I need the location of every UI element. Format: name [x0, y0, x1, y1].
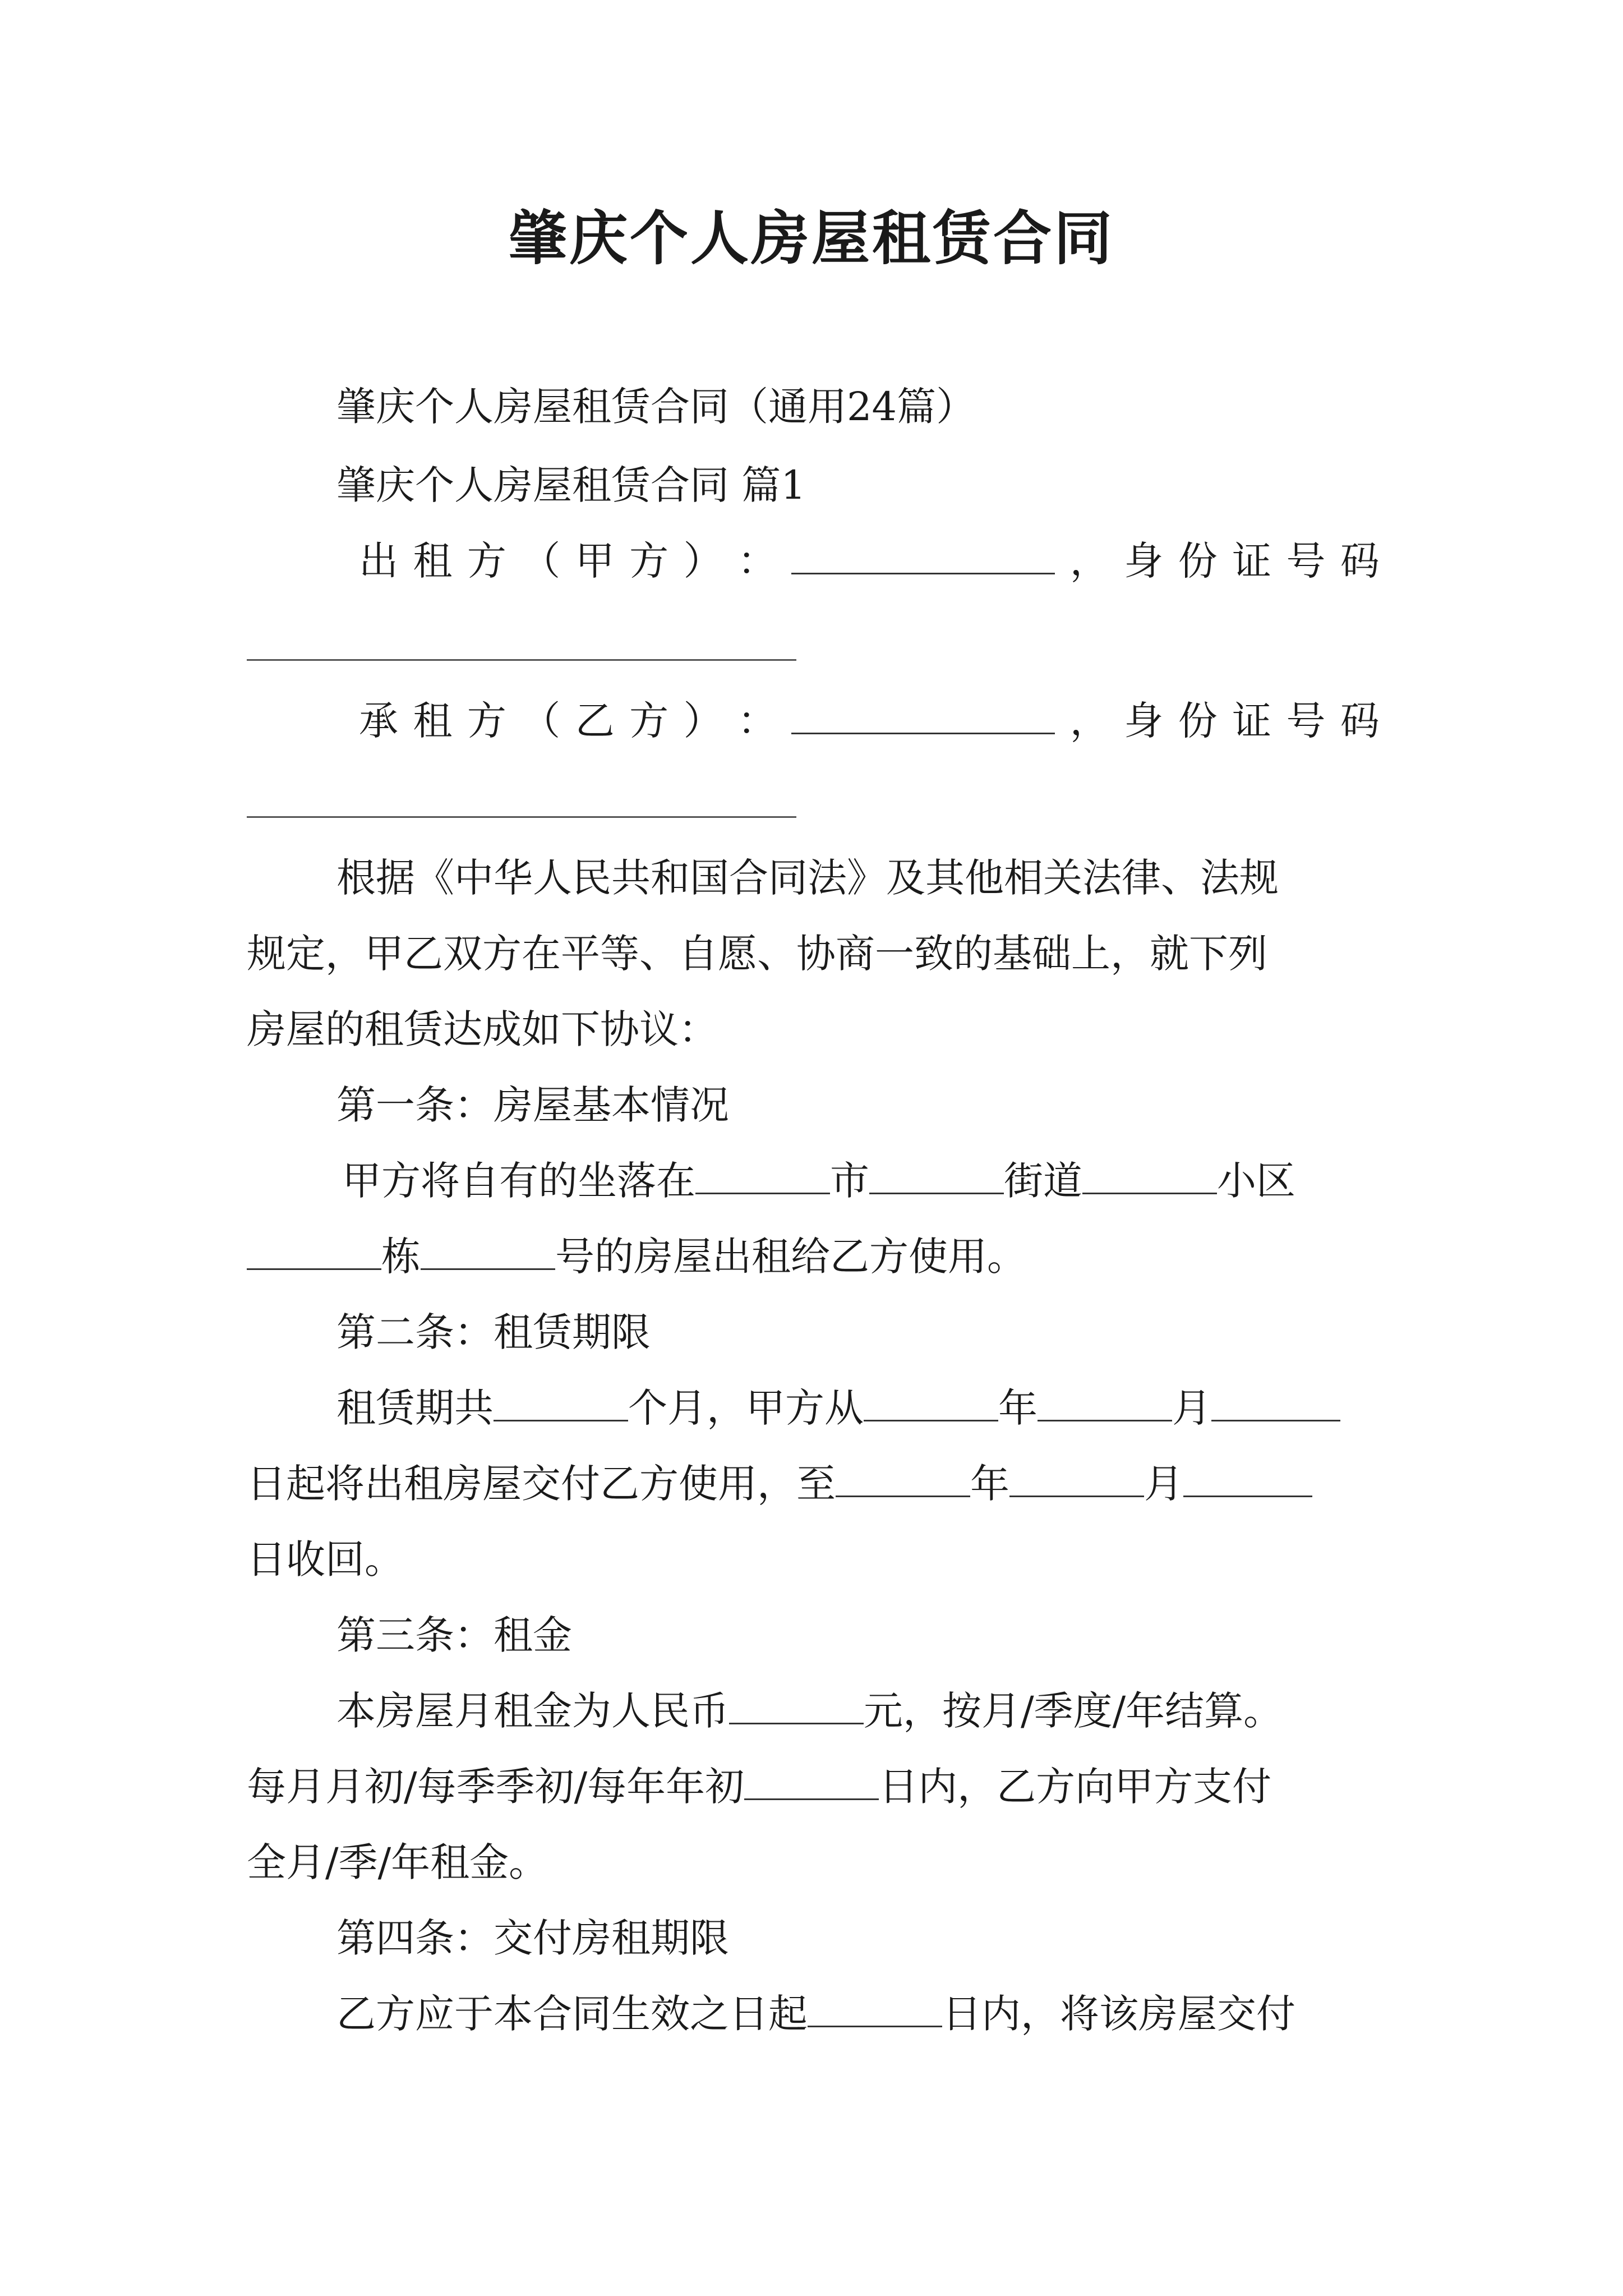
text-segment: 栋: [381, 1234, 421, 1280]
article-2-line-3: 日收回。: [247, 1536, 404, 1582]
lessee-char: 号: [1286, 698, 1326, 744]
text-segment: 年: [998, 1385, 1038, 1431]
end-month-blank[interactable]: [1009, 1462, 1144, 1497]
lessor-char: ，: [1069, 538, 1109, 584]
room-number-blank[interactable]: [421, 1235, 555, 1270]
text-segment: 市: [830, 1158, 869, 1204]
city-blank[interactable]: [695, 1159, 830, 1194]
text-segment: 每月月初/每季季初/每年年初: [247, 1764, 745, 1810]
text-segment: 个月，甲方从: [628, 1385, 864, 1431]
text-segment: 号的房屋出租给乙方使用。: [555, 1234, 1026, 1280]
lessor-char: ）: [683, 538, 723, 584]
lessee-char: 身: [1124, 698, 1164, 744]
article-3-line-1: [336, 1686, 1380, 1736]
intro-line-2: 规定，甲乙双方在平等、自愿、协商一致的基础上，就下列: [247, 931, 1267, 977]
lessor-char: 身: [1124, 538, 1164, 584]
payment-days-blank[interactable]: [744, 1765, 879, 1800]
text-segment: 日内，将该房屋交付: [942, 1991, 1295, 2037]
part-heading: 肇庆个人房屋租赁合同 篇1: [336, 462, 806, 508]
intro-line-1: 根据《中华人民共和国合同法》及其他相关法律、法规: [336, 855, 1279, 901]
lessor-line: [359, 536, 1380, 586]
lessee-char: 乙: [575, 698, 615, 744]
lessor-char: 甲: [575, 538, 615, 584]
article-2-line-2: [247, 1458, 1380, 1509]
text-segment: 街道: [1004, 1158, 1082, 1204]
lessee-char: ，: [1069, 698, 1109, 744]
intro-line-3: 房屋的租赁达成如下协议：: [247, 1006, 718, 1052]
lessee-char: 方: [629, 698, 669, 744]
lessee-char: 租: [413, 698, 453, 744]
text-segment: 日起将出租房屋交付乙方使用，至: [247, 1461, 836, 1507]
lessor-id-blank[interactable]: [247, 659, 796, 661]
community-blank[interactable]: [1082, 1159, 1217, 1194]
lessor-char: 方: [629, 538, 669, 584]
lessee-char: ）: [683, 698, 723, 744]
text-segment: 元，按月/季度/年结算。: [864, 1688, 1283, 1734]
lessee-char: 方: [467, 698, 506, 744]
start-year-blank[interactable]: [864, 1386, 998, 1421]
lessor-char: 号: [1286, 538, 1326, 584]
lessee-char: 证: [1232, 698, 1272, 744]
lessor-char: 租: [413, 538, 453, 584]
text-segment: 日内，乙方向甲方支付: [879, 1764, 1272, 1810]
lessee-char: 承: [359, 698, 398, 744]
text-segment: 月: [1172, 1385, 1211, 1431]
text-segment: 月: [1144, 1461, 1183, 1507]
lessor-name-blank[interactable]: [791, 539, 1055, 574]
start-month-blank[interactable]: [1038, 1386, 1172, 1421]
lessee-line: [359, 696, 1380, 746]
start-day-blank[interactable]: [1211, 1386, 1340, 1421]
article-1-heading: 第一条：房屋基本情况: [336, 1082, 729, 1128]
end-year-blank[interactable]: [836, 1462, 970, 1497]
text-segment: 租赁期共: [336, 1385, 494, 1431]
article-2-line-1: [336, 1383, 1380, 1433]
article-4-line-1: [336, 1989, 1380, 2039]
lessee-char: ：: [737, 698, 777, 744]
lessor-char: 份: [1178, 538, 1218, 584]
article-4-heading: 第四条：交付房租期限: [336, 1915, 729, 1961]
lessor-char: 证: [1232, 538, 1272, 584]
article-1-line-1: [342, 1156, 1385, 1206]
article-2-heading: 第二条：租赁期限: [336, 1309, 651, 1355]
lessee-char: 码: [1340, 698, 1380, 744]
handover-days-blank[interactable]: [808, 1992, 942, 2027]
text-segment: 年: [970, 1461, 1009, 1507]
lessee-name-blank[interactable]: [791, 699, 1055, 734]
article-3-heading: 第三条：租金: [336, 1612, 572, 1658]
text-segment: 乙方应于本合同生效之日起: [336, 1991, 808, 2037]
text-segment: 小区: [1217, 1158, 1295, 1204]
article-1-line-2: [247, 1231, 1380, 1282]
lessor-char: （: [521, 538, 561, 584]
end-day-blank[interactable]: [1183, 1462, 1312, 1497]
lessor-char: 码: [1340, 538, 1380, 584]
subtitle: 肇庆个人房屋租赁合同（通用24篇）: [336, 384, 976, 430]
lessor-char: 出: [359, 538, 398, 584]
rent-amount-blank[interactable]: [729, 1689, 864, 1724]
street-blank[interactable]: [869, 1159, 1004, 1194]
lessor-char: ：: [737, 538, 777, 584]
months-blank[interactable]: [494, 1386, 628, 1421]
text-segment: 甲方将自有的坐落在: [342, 1158, 695, 1204]
text-segment: 本房屋月租金为人民币: [336, 1688, 729, 1734]
article-3-line-3: 全月/季/年租金。: [247, 1839, 548, 1885]
lessor-char: 方: [467, 538, 506, 584]
lessee-char: （: [521, 698, 561, 744]
article-3-line-2: [247, 1761, 1380, 1812]
lessee-char: 份: [1178, 698, 1218, 744]
lessee-id-blank[interactable]: [247, 816, 796, 818]
building-blank[interactable]: [247, 1235, 381, 1270]
document-title: 肇庆个人房屋租赁合同: [508, 204, 1114, 273]
